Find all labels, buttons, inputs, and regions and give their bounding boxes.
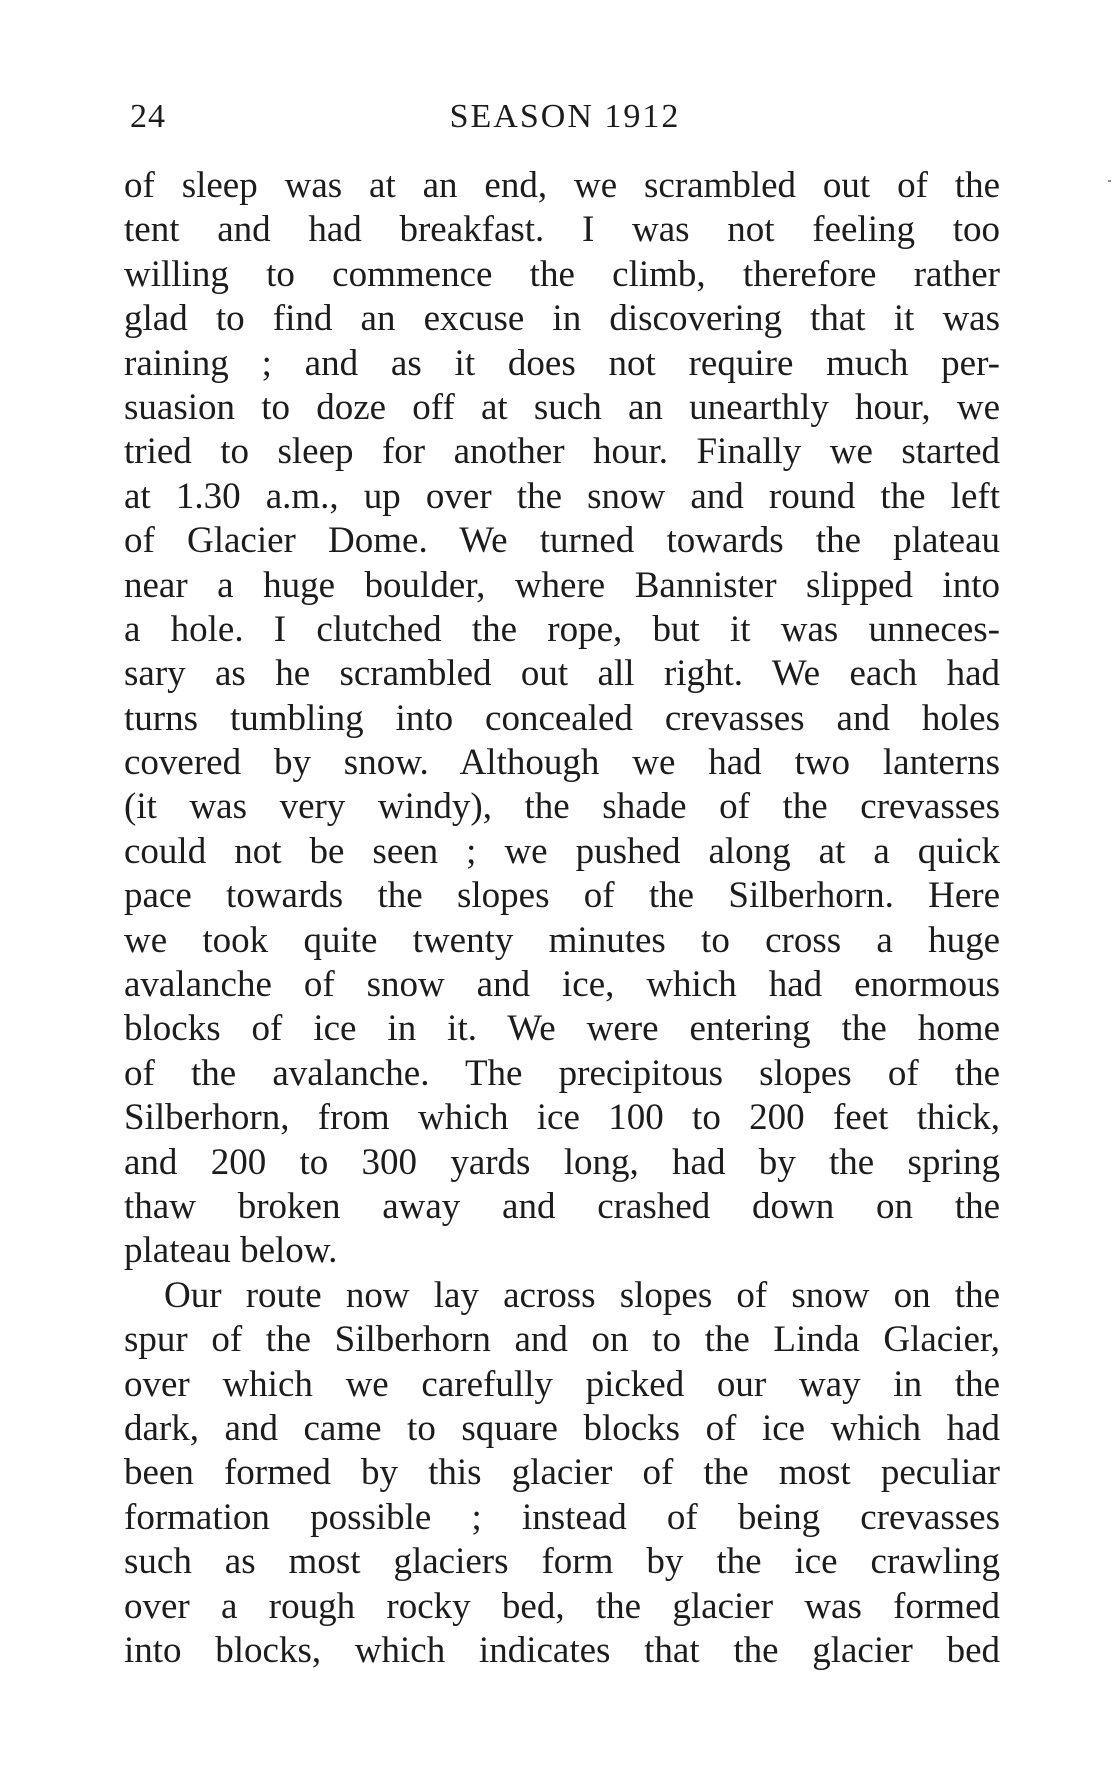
text-line: near a huge boulder, where Bannister slipped into [124, 564, 1000, 606]
scan-speck [1108, 180, 1111, 182]
text-line: blocks of ice in it. We were entering the home [124, 1008, 1000, 1050]
text-line: at 1.30 a.m., up over the snow and round the left [124, 475, 1000, 517]
text-line: tent and had breakfast. I was not feeling too [124, 209, 1000, 251]
paragraph-end-line: plateau below. [124, 1230, 338, 1272]
text-line: turns tumbling into concealed crevasses and holes [124, 697, 1000, 739]
text-line: (it was very windy), the shade of the crevasses [124, 786, 1000, 828]
paragraph-start-line: Our route now lay across slopes of snow on the [164, 1274, 1000, 1316]
text-line: such as most glaciers form by the ice crawling [124, 1541, 1000, 1583]
text-line: covered by snow. Although we had two lanterns [124, 742, 1000, 784]
text-line: could not be seen ; we pushed along at a quick [124, 830, 1000, 872]
text-line: dark, and came to square blocks of ice which had [124, 1407, 1000, 1449]
body-text [124, 164, 1000, 1673]
text-line: a hole. I clutched the rope, but it was unneces- [124, 608, 1000, 650]
text-line: pace towards the slopes of the Silberhorn. Here [124, 875, 1000, 917]
text-line: raining ; and as it does not require much per- [124, 342, 1000, 384]
running-head-title: SEASON 1912 [449, 98, 681, 135]
text-line: Silberhorn, from which ice 100 to 200 feet thick, [124, 1097, 1000, 1139]
text-line: of sleep was at an end, we scrambled out of the [124, 165, 1000, 206]
text-line: avalanche of snow and ice, which had enormous [124, 964, 1000, 1006]
text-line: glad to find an excuse in discovering that it was [124, 298, 1000, 340]
text-line: over a rough rocky bed, the glacier was formed [124, 1585, 1000, 1627]
text-line: we took quite twenty minutes to cross a huge [124, 919, 1000, 961]
text-line: tried to sleep for another hour. Finally we started [124, 431, 1000, 473]
text-line: of Glacier Dome. We turned towards the plateau [124, 520, 1000, 562]
text-line: been formed by this glacier of the most peculiar [124, 1452, 1000, 1494]
text-line: sary as he scrambled out all right. We each had [124, 653, 1000, 695]
running-head [130, 98, 1000, 148]
text-line: of the avalanche. The precipitous slopes of the [124, 1052, 1000, 1094]
text-line: spur of the Silberhorn and on to the Linda Glacier, [124, 1319, 1000, 1361]
text-line: over which we carefully picked our way in the [124, 1363, 1000, 1405]
text-line: willing to commence the climb, therefore rather [124, 253, 1000, 295]
text-line: into blocks, which indicates that the glacier bed [124, 1629, 1000, 1671]
page-number: 24 [130, 98, 166, 135]
text-line: thaw broken away and crashed down on the [124, 1185, 1000, 1227]
text-line: suasion to doze off at such an unearthly hour, we [124, 386, 1000, 428]
text-line: formation possible ; instead of being crevasses [124, 1496, 1000, 1538]
text-line: and 200 to 300 yards long, had by the spring [124, 1141, 1000, 1183]
